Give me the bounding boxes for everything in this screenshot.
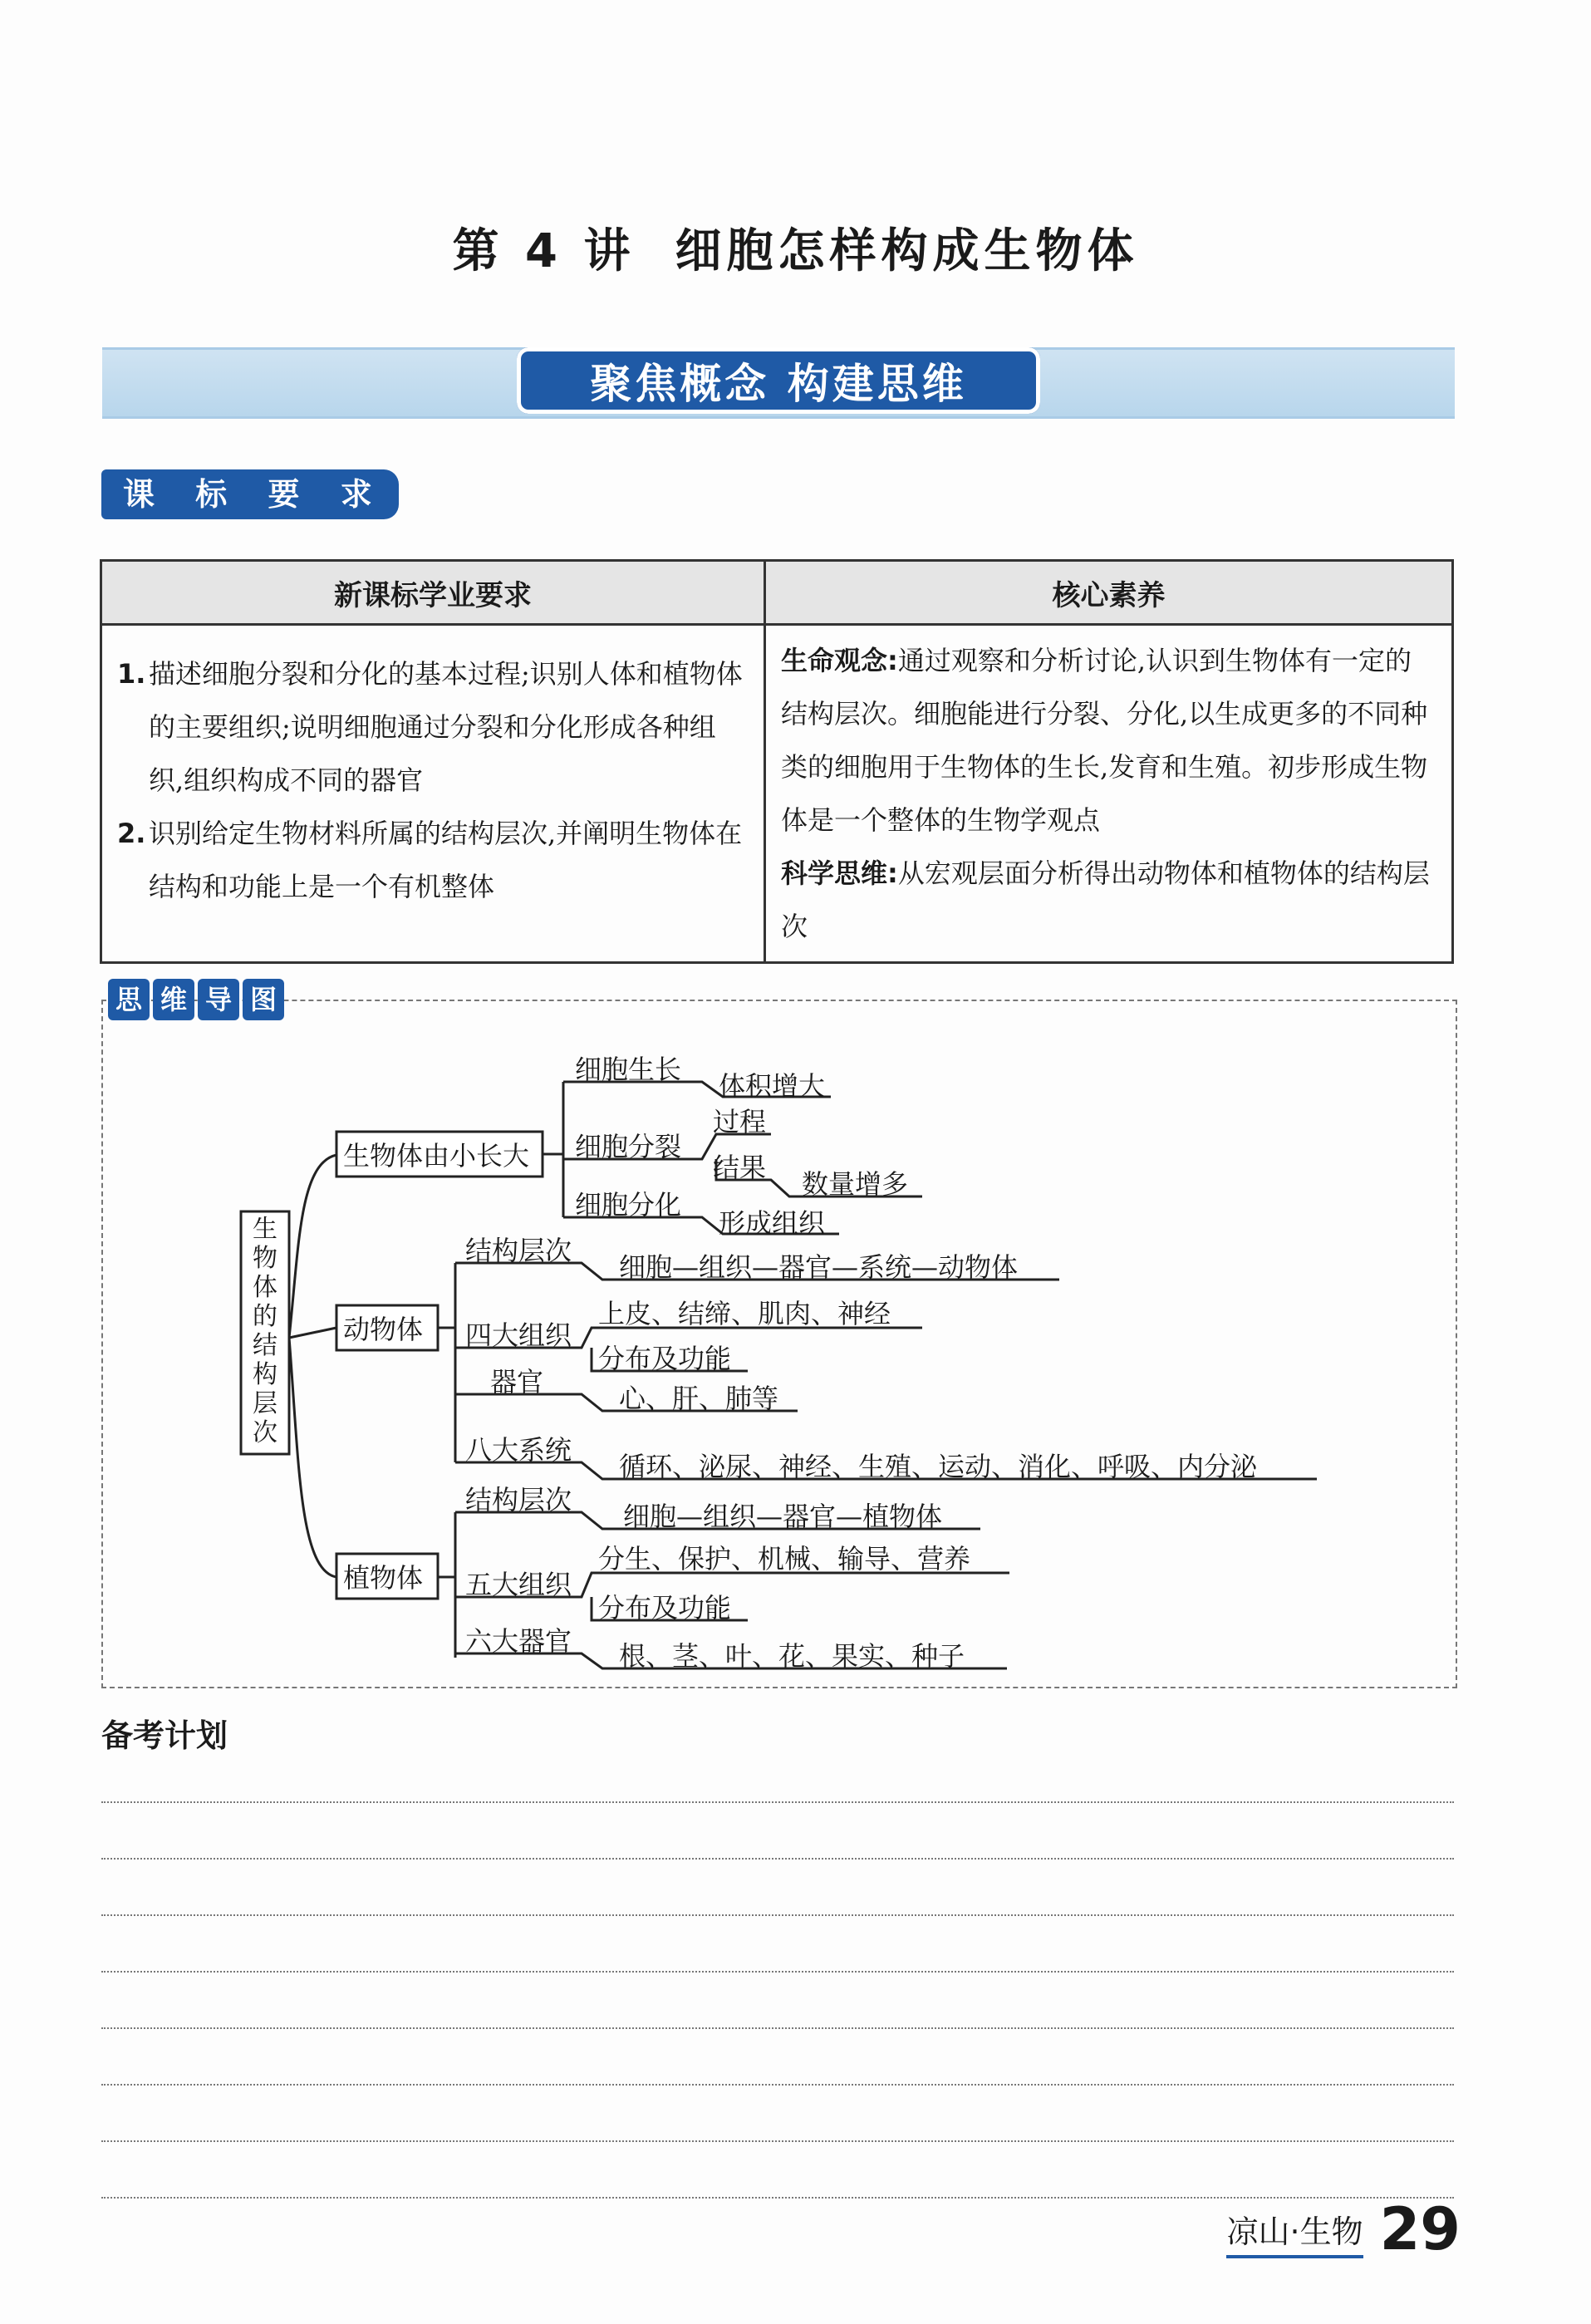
node-growth: 生物体由小长大 — [343, 1140, 530, 1172]
table-header-literacy: 核心素养 — [765, 561, 1453, 625]
study-plan-title: 备考计划 — [101, 1717, 228, 1754]
node-plant-levels: 结构层次 — [465, 1484, 572, 1516]
node-plant-tissues: 五大组织 — [465, 1569, 572, 1600]
node-plant-tissue-function: 分布及功能 — [598, 1592, 732, 1624]
node-division-process: 过程 — [713, 1106, 767, 1137]
node-animal-system-list: 循环、泌尿、神经、生殖、运动、消化、呼吸、内分泌 — [619, 1451, 1258, 1482]
literacy-item: 科学思维:从宏观层面分析得出动物体和植物体的结构层次 — [781, 857, 1430, 942]
node-plant: 植物体 — [343, 1562, 424, 1594]
writing-line — [101, 2027, 1454, 2029]
mindmap-root: 生物体的结构层次 — [253, 1215, 277, 1447]
node-form-tissue: 形成组织 — [719, 1207, 826, 1239]
node-animal-organs: 器官 — [490, 1366, 544, 1398]
node-animal-levels-chain: 细胞—组织—器官—系统—动物体 — [619, 1251, 1019, 1283]
node-plant-tissue-types: 分生、保护、机械、输导、营养 — [598, 1543, 971, 1575]
node-animal-tissue-types: 上皮、结缔、肌肉、神经 — [598, 1298, 891, 1329]
requirement-item: 2. 识别给定生物材料所属的结构层次,并阐明生物体在结构和功能上是一个有机整体 — [117, 818, 743, 902]
footer-brand: 凉山·生物 — [1226, 2206, 1363, 2258]
writing-line — [101, 2140, 1454, 2142]
literacy-item: 生命观念:通过观察和分析讨论,认识到生物体有一定的结构层次。细胞能进行分裂、分化,以生成更多的不同种类的细胞用于生物体的生长,发育和生殖。初步形成生物体是一个整体的生物学观点 — [781, 645, 1428, 836]
node-plant-organ-list: 根、茎、叶、花、果实、种子 — [619, 1640, 965, 1672]
page-number: 29 — [1379, 2195, 1461, 2263]
mindmap-tag: 思 维 导 图 — [108, 979, 284, 1020]
node-number-increase: 数量增多 — [802, 1168, 909, 1200]
curriculum-standard-tag: 课 标 要 求 — [101, 469, 399, 519]
node-animal: 动物体 — [343, 1314, 424, 1345]
node-animal-organ-examples: 心、肝、肺等 — [619, 1383, 779, 1414]
table-header-requirements: 新课标学业要求 — [101, 561, 765, 625]
node-plant-levels-chain: 细胞—组织—器官—植物体 — [623, 1501, 943, 1532]
node-cell-differentiation: 细胞分化 — [575, 1189, 682, 1221]
node-plant-organs: 六大器官 — [465, 1625, 572, 1657]
node-volume-increase: 体积增大 — [719, 1070, 826, 1102]
page-title: 第 4 讲 细胞怎样构成生物体 — [452, 224, 1139, 278]
section-banner: 聚焦概念 构建思维 — [517, 347, 1040, 414]
writing-line — [101, 2197, 1454, 2199]
writing-line — [101, 1801, 1454, 1803]
node-cell-division: 细胞分裂 — [575, 1131, 682, 1162]
page-footer — [1226, 2195, 1461, 2263]
writing-line — [101, 1971, 1454, 1973]
writing-line — [101, 1914, 1454, 1916]
node-animal-levels: 结构层次 — [465, 1235, 572, 1266]
node-cell-growth: 细胞生长 — [575, 1054, 682, 1085]
writing-line — [101, 1858, 1454, 1860]
node-division-result: 结果 — [713, 1152, 767, 1183]
writing-line — [101, 2084, 1454, 2086]
node-animal-tissues: 四大组织 — [465, 1319, 572, 1351]
node-animal-systems: 八大系统 — [465, 1434, 572, 1466]
node-animal-tissue-function: 分布及功能 — [598, 1343, 732, 1374]
requirement-item: 1. 描述细胞分裂和分化的基本过程;识别人体和植物体的主要组织;说明细胞通过分裂和分化形成各种组织,组织构成不同的器官 — [117, 658, 743, 796]
